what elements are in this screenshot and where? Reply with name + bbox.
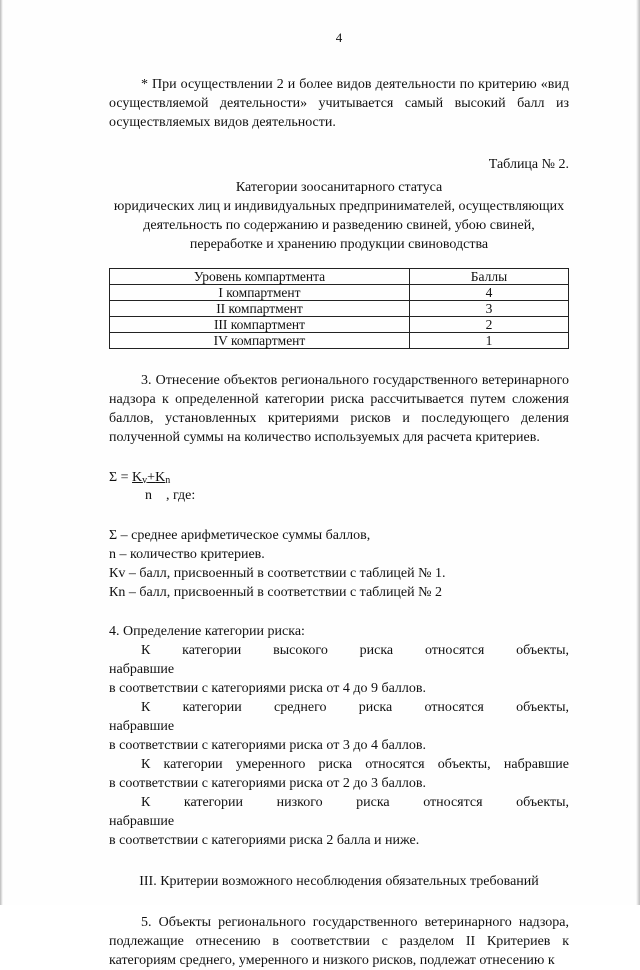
definitions-list <box>109 526 569 602</box>
table-row <box>110 285 569 301</box>
table-header-cell: Уровень компартмента <box>110 269 410 285</box>
table-header-row <box>110 269 569 285</box>
formula-k1: K <box>132 470 143 485</box>
table-title-line: переработке и хранению продукции свиноводства <box>189 237 489 252</box>
table-cell: 3 <box>410 301 569 317</box>
section-iii-heading: III. Критерии возможного несоблюдения обязательных требований <box>139 874 539 889</box>
risk-item-line: в соответствии с категориями риска от 3 до 4 баллов. <box>109 738 426 753</box>
table-cell: 1 <box>410 333 569 349</box>
scan-edge-right <box>636 0 640 905</box>
definition-item: Кv – балл, присвоенный в соответствии с таблицей № 1. <box>109 566 446 581</box>
section-4-heading: 4. Определение категории риска: <box>109 624 305 639</box>
risk-item-line: К категории умеренного риска относятся объекты, набравшие <box>141 757 569 772</box>
formula-k1-sub: v <box>142 475 148 486</box>
table-header-cell: Баллы <box>410 269 569 285</box>
risk-item-line: К категории низкого риска относятся объекты, набравшие <box>109 795 569 829</box>
table-cell: 4 <box>410 285 569 301</box>
scan-edge-left <box>0 0 3 905</box>
table-row <box>110 333 569 349</box>
formula-numerator <box>132 470 170 485</box>
section-4 <box>109 622 569 850</box>
table-cell: I компартмент <box>110 285 410 301</box>
formula-denominator: n <box>145 488 152 503</box>
table-title-line: Категории зоосанитарного статуса <box>235 180 443 195</box>
table-row <box>110 317 569 333</box>
page-number: 4 <box>335 30 343 45</box>
formula <box>109 468 569 506</box>
risk-item-line: в соответствии с категориями риска от 4 до 9 баллов. <box>109 681 426 696</box>
table-cell: III компартмент <box>110 317 410 333</box>
risk-item-line: в соответствии с категориями риска от 2 до 3 баллов. <box>109 776 426 791</box>
table-cell: II компартмент <box>110 301 410 317</box>
section-5-paragraph: 5. Объекты регионального государственного ветеринарного надзора, подлежащие отнесению в соответствии с разделом II Критериев к категориям среднего, умеренного и низкого рисков, подлежат отнесению к <box>109 915 569 968</box>
formula-lhs: Σ = <box>109 470 133 485</box>
risk-item-line: в соответствии с категориями риска 2 балла и ниже. <box>109 833 420 848</box>
table-label: Таблица № 2. <box>488 157 569 172</box>
table-cell: 2 <box>410 317 569 333</box>
formula-suffix: , где: <box>166 488 196 503</box>
formula-k2: K <box>155 470 166 485</box>
definition-item: Кn – балл, присвоенный в соответствии с таблицей № 2 <box>109 585 442 600</box>
table-title <box>109 178 569 254</box>
table-cell: IV компартмент <box>110 333 410 349</box>
formula-plus: + <box>147 470 156 485</box>
table-title-line: деятельность по содержанию и разведению свиней, убою свиней, <box>143 218 535 233</box>
page-content <box>109 28 569 970</box>
section-3-paragraph: 3. Отнесение объектов регионального государственного ветеринарного надзора к определенной категории риска рассчитывается путем сложения баллов, установленных критериями рисков и последующего деления полученной суммы на количество используемых для расчета критериев. <box>109 373 569 445</box>
formula-denominator-line <box>145 486 195 505</box>
formula-k2-sub: n <box>165 475 171 486</box>
table-row <box>110 301 569 317</box>
risk-item-line: К категории высокого риска относятся объекты, набравшие <box>109 643 569 677</box>
definition-item: n – количество критериев. <box>109 547 265 562</box>
compartment-table <box>109 268 569 349</box>
risk-item-line: К категории среднего риска относятся объекты, набравшие <box>109 700 569 734</box>
footnote: * При осуществлении 2 и более видов деятельности по критерию «вид осуществляемой деятельности» учитывается самый высокий балл из осуществляемых видов деятельности. <box>109 77 569 130</box>
table-title-line: юридических лиц и индивидуальных предпринимателей, осуществляющих <box>113 199 565 214</box>
definition-item: Σ – среднее арифметическое суммы баллов, <box>109 528 371 543</box>
